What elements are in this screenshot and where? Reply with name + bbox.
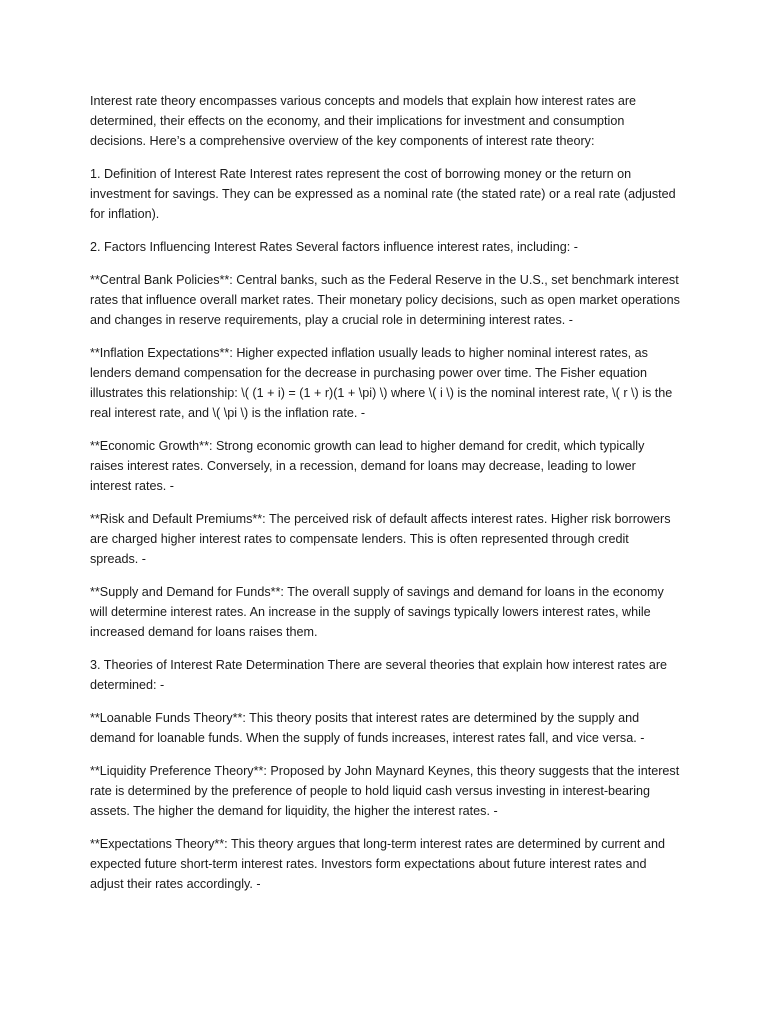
document-body: [90, 91, 680, 907]
central-bank-paragraph: **Central Bank Policies**: Central banks, such as the Federal Reserve in the U.S., set benchmark interest rates that influence overall market rates. Their monetary policy decisions, such as open market operations and changes in reserve requirements, play a crucial role in determining interest rates. -: [90, 273, 680, 327]
expectations-theory-paragraph: **Expectations Theory**: This theory argues that long-term interest rates are determined by current and expected future short-term interest rates. Investors form expectations about future interest rates and adjust their rates accordingly. -: [90, 837, 665, 891]
inflation-paragraph: **Inflation Expectations**: Higher expected inflation usually leads to higher nominal interest rates, as lenders demand compensation for the decrease in purchasing power over time. The Fisher equation illustrates this relationship: \( (1 + i) = (1 + r)(1 + \pi) \) where \( i \) is the nominal interest rate, \( r \) is the real interest rate, and \( \pi \) is the inflation rate. -: [90, 346, 673, 420]
intro-paragraph: Interest rate theory encompasses various concepts and models that explain how interest rates are determined, their effects on the economy, and their implications for investment and consumption decisions. Here’s a comprehensive overview of the key components of interest rate theory:: [90, 94, 637, 148]
economic-growth-paragraph: **Economic Growth**: Strong economic growth can lead to higher demand for credit, which typically raises interest rates. Conversely, in a recession, demand for loans may decrease, leading to lower interest rates. -: [90, 439, 645, 493]
risk-premium-paragraph: **Risk and Default Premiums**: The perceived risk of default affects interest rates. Higher risk borrowers are charged higher interest rates to compensate lenders. This is often represented through credit spreads. -: [90, 512, 671, 566]
theories-heading-paragraph: 3. Theories of Interest Rate Determination There are several theories that explain how interest rates are determined: -: [90, 658, 668, 692]
definition-paragraph: 1. Definition of Interest Rate Interest rates represent the cost of borrowing money or the return on investment for savings. They can be expressed as a nominal rate (the stated rate) or a real rate (adjusted for inflation).: [90, 167, 676, 221]
supply-demand-paragraph: **Supply and Demand for Funds**: The overall supply of savings and demand for loans in the economy will determine interest rates. An increase in the supply of savings typically lowers interest rates, while increased demand for loans raises them.: [90, 585, 664, 639]
factors-heading-paragraph: 2. Factors Influencing Interest Rates Several factors influence interest rates, including: -: [90, 240, 578, 254]
liquidity-preference-paragraph: **Liquidity Preference Theory**: Proposed by John Maynard Keynes, this theory suggests that the interest rate is determined by the preference of people to hold liquid cash versus investing in interest-bearing assets. The higher the demand for liquidity, the higher the interest rates. -: [90, 764, 680, 818]
loanable-funds-paragraph: **Loanable Funds Theory**: This theory posits that interest rates are determined by the supply and demand for loanable funds. When the supply of funds increases, interest rates fall, and vice versa. -: [90, 711, 645, 745]
